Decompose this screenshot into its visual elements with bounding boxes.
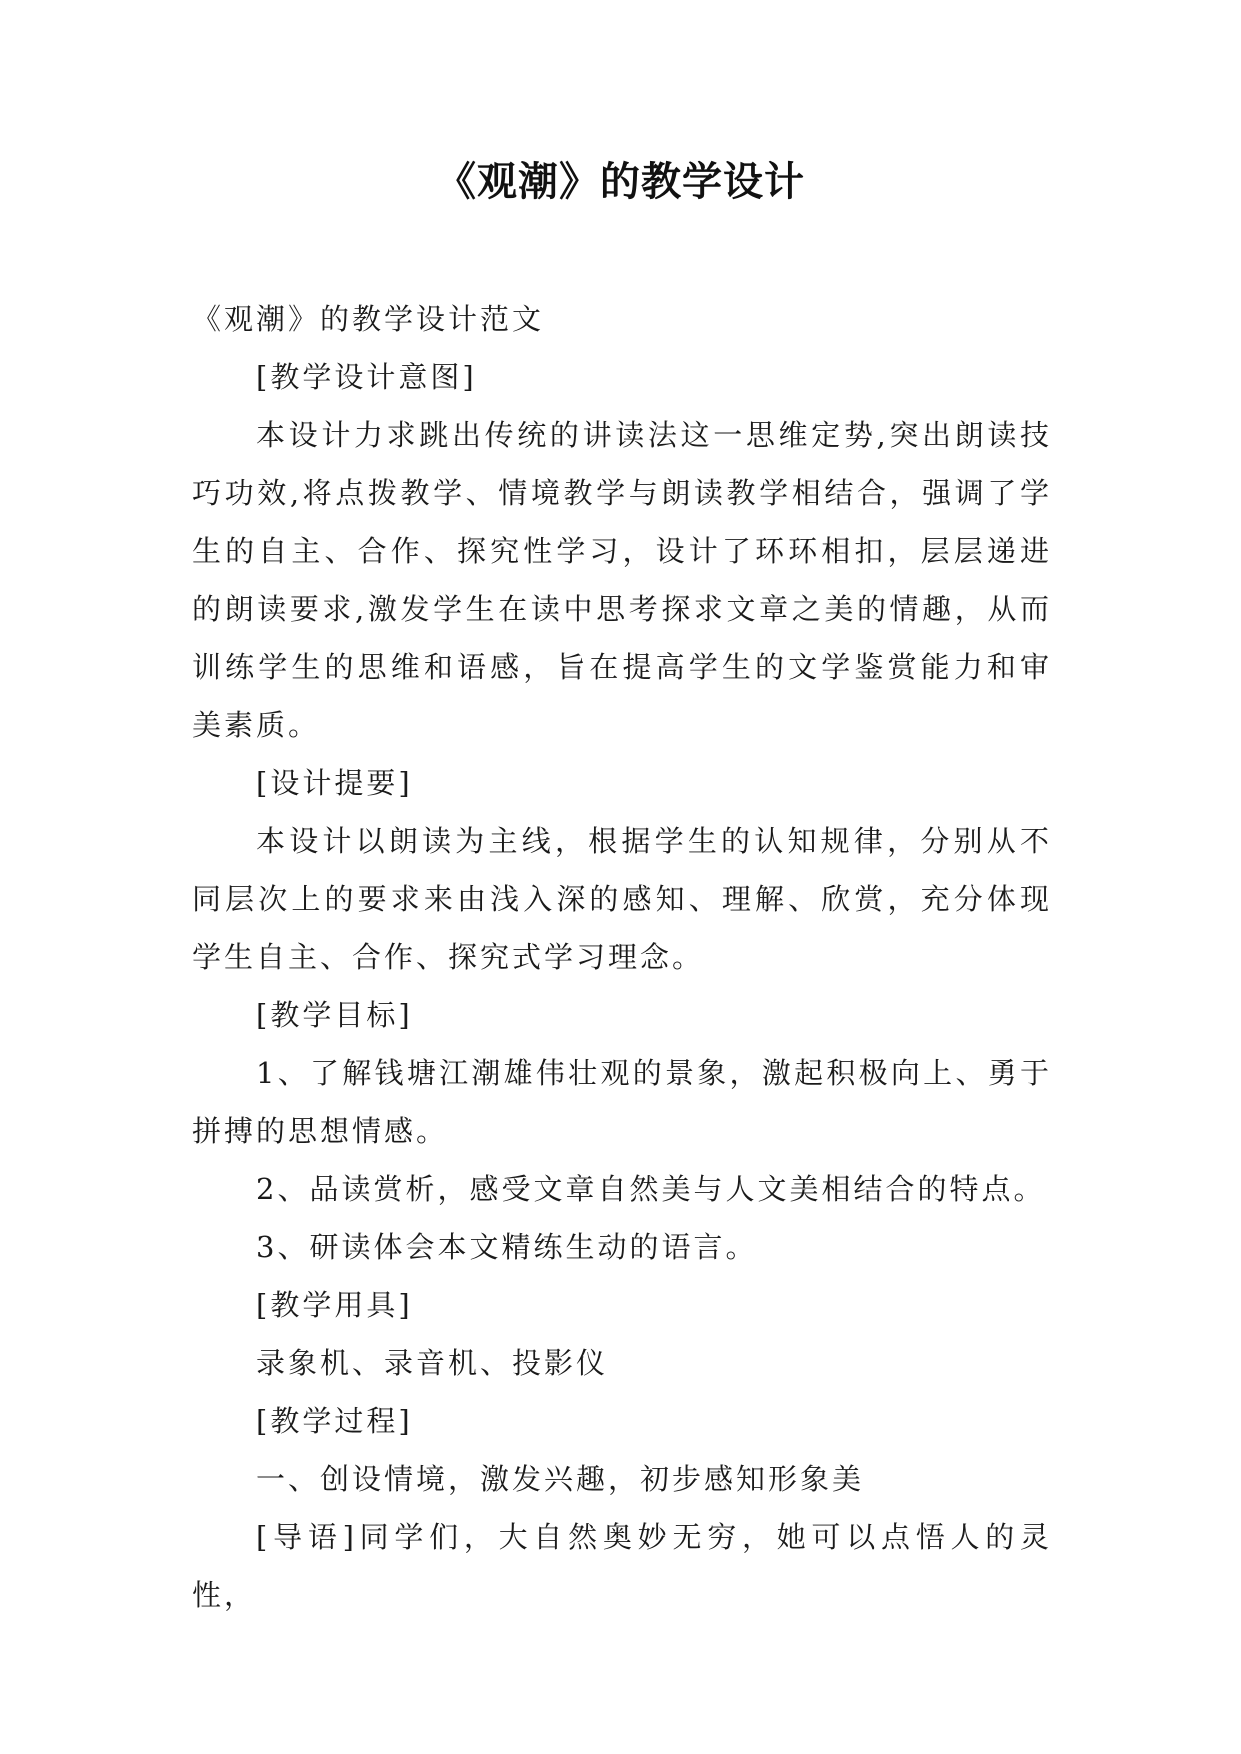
section-heading-design-summary: [设计提要] (256, 766, 413, 800)
paragraph-intro: [导语]同学们，大自然奥妙无穷，她可以点悟人的灵性， (192, 1520, 1052, 1612)
process-step-1: 一、创设情境，激发兴趣，初步感知形象美 (256, 1462, 865, 1496)
objective-item-3: 3、研读体会本文精练生动的语言。 (256, 1230, 758, 1264)
document-body (192, 290, 1052, 1624)
section-heading-design-intent: [教学设计意图] (256, 360, 477, 394)
document-title: 《观潮》的教学设计 (436, 158, 805, 205)
paragraph-tools: 录象机、录音机、投影仪 (256, 1346, 609, 1380)
objective-item-1: 1、了解钱塘江潮雄伟壮观的景象，激起积极向上、勇于拼搏的思想情感。 (192, 1056, 1052, 1148)
section-heading-tools: [教学用具] (256, 1288, 413, 1322)
section-heading-process: [教学过程] (256, 1404, 413, 1438)
section-heading-objectives: [教学目标] (256, 998, 413, 1032)
paragraph-design-intent: 本设计力求跳出传统的讲读法这一思维定势,突出朗读技巧功效,将点拨教学、情境教学与朗读教学相结合，强调了学生的自主、合作、探究性学习，设计了环环相扣，层层递进的朗读要求,激发学生在读中思考探求文章之美的情趣，从而训练学生的思维和语感，旨在提高学生的文学鉴赏能力和审美素质。 (192, 418, 1052, 742)
objective-item-2: 2、品读赏析，感受文章自然美与人文美相结合的特点。 (256, 1172, 1046, 1206)
subtitle-paragraph: 《观潮》的教学设计范文 (192, 302, 545, 336)
paragraph-design-summary: 本设计以朗读为主线，根据学生的认知规律，分别从不同层次上的要求来由浅入深的感知、理解、欣赏，充分体现学生自主、合作、探究式学习理念。 (192, 824, 1052, 974)
